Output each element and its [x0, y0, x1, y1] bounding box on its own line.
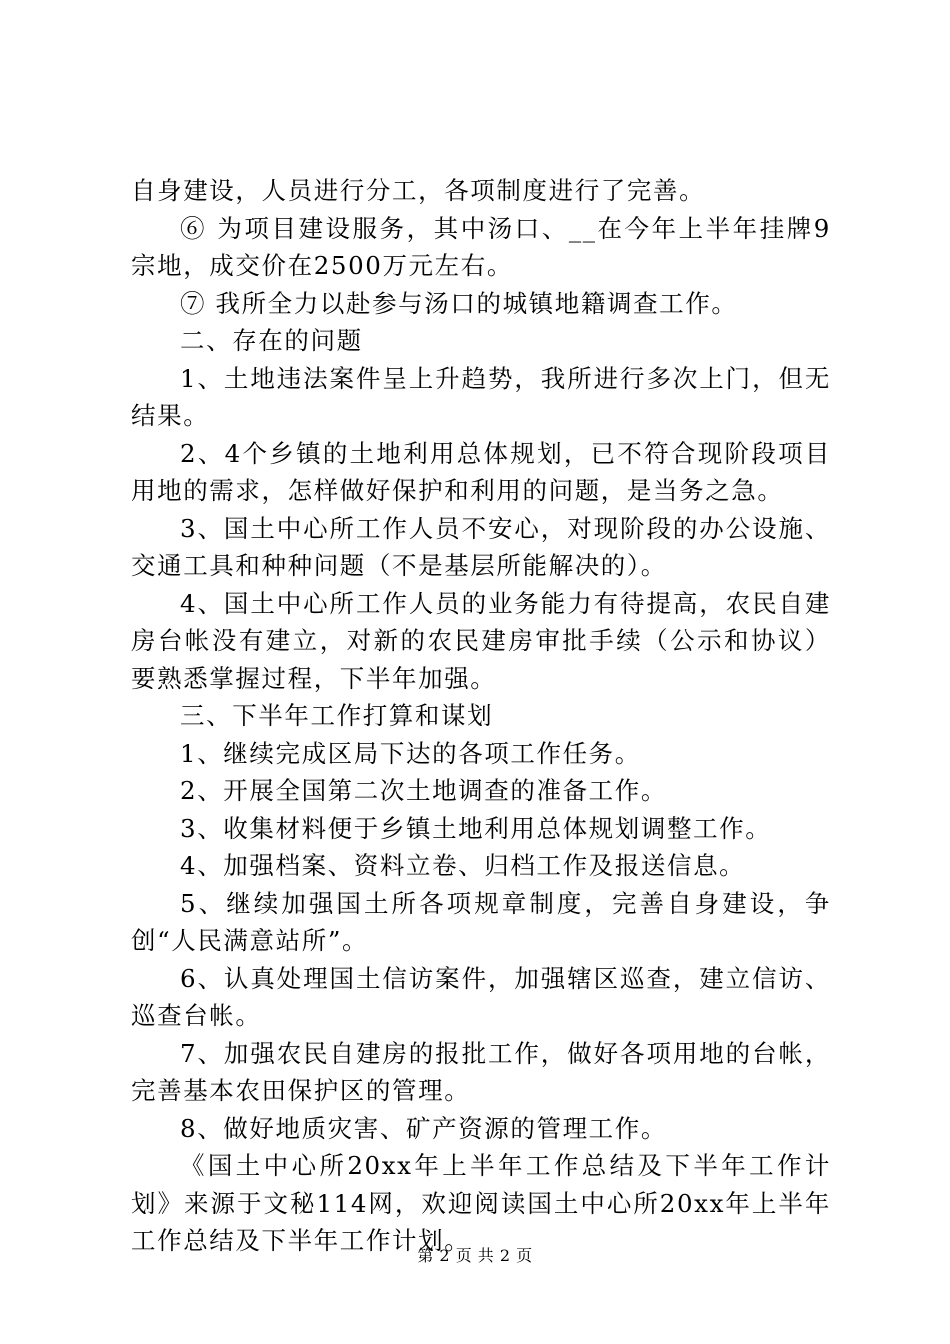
plan-item-6: 6、认真处理国土信访案件，加强辖区巡查，建立信访、巡查台帐。: [131, 963, 831, 1030]
document-body: [131, 172, 831, 1260]
plan-item-4: 4、加强档案、资料立卷、归档工作及报送信息。: [180, 851, 746, 880]
paragraph-item-7: ⑦ 我所全力以赴参与汤口的城镇地籍调查工作。: [180, 288, 738, 318]
plan-item-8: 8、做好地质灾害、矿产资源的管理工作。: [180, 1113, 667, 1143]
section-heading-problems: 二、存在的问题: [180, 326, 363, 355]
problem-item-3: 3、国土中心所工作人员不安心，对现阶段的办公设施、交通工具和种种问题（不是基层所能解决的）。: [131, 513, 831, 580]
source-note: 《国土中心所20xx年上半年工作总结及下半年工作计划》来源于文秘114网，欢迎阅读国土中心所20xx年上半年工作总结及下半年工作计划。: [131, 1151, 831, 1255]
plan-item-3: 3、收集材料便于乡镇土地利用总体规划调整工作。: [180, 813, 772, 843]
paragraph-item-6: ⑥ 为项目建设服务，其中汤口、__在今年上半年挂牌9宗地，成交价在2500万元左右。: [131, 213, 831, 280]
plan-item-1: 1、继续完成区局下达的各项工作任务。: [180, 738, 641, 768]
problem-item-1: 1、土地违法案件呈上升趋势，我所进行多次上门，但无结果。: [131, 363, 831, 430]
section-heading-plans: 三、下半年工作打算和谋划: [180, 701, 494, 730]
plan-item-7: 7、加强农民自建房的报批工作，做好各项用地的台帐，完善基本农田保护区的管理。: [131, 1038, 831, 1105]
problem-item-2: 2、4个乡镇的土地利用总体规划，已不符合现阶段项目用地的需求，怎样做好保护和利用的问题，是当务之急。: [131, 438, 831, 505]
plan-item-5: 5、继续加强国土所各项规章制度，完善自身建设，争创“人民满意站所”。: [131, 888, 831, 955]
paragraph-continuation: 自身建设，人员进行分工，各项制度进行了完善。: [131, 176, 706, 205]
problem-item-4: 4、国土中心所工作人员的业务能力有待提高，农民自建房台帐没有建立，对新的农民建房审批手续（公示和协议）要熟悉掌握过程，下半年加强。: [131, 588, 831, 693]
plan-item-2: 2、开展全国第二次土地调查的准备工作。: [180, 776, 667, 805]
page-number-footer: 第 2 页 共 2 页: [417, 1246, 533, 1265]
